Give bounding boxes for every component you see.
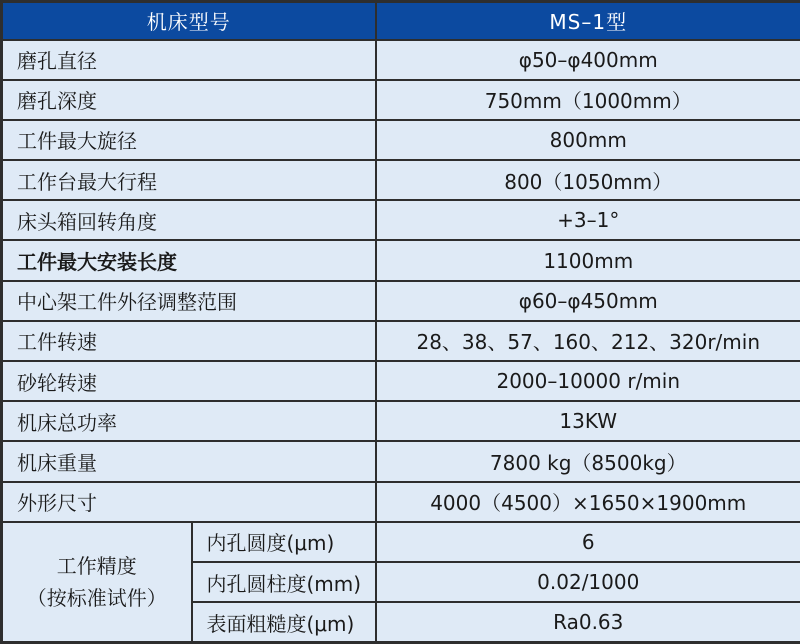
spec-value: 750mm（1000mm）	[376, 80, 800, 120]
spec-label: 磨孔直径	[2, 40, 376, 80]
table-row	[2, 80, 800, 120]
table-row	[2, 40, 800, 80]
spec-value: 800（1050mm）	[376, 160, 800, 200]
spec-value: φ50–φ400mm	[376, 40, 800, 80]
table-row	[2, 522, 800, 562]
spec-value: 7800 kg（8500kg）	[376, 441, 800, 481]
spec-label: 床头箱回转角度	[2, 200, 376, 240]
table-row	[2, 401, 800, 441]
spec-value: 2000–10000 r/min	[376, 361, 800, 401]
spec-value: 800mm	[376, 120, 800, 160]
spec-label: 表面粗糙度(μm)	[192, 602, 376, 642]
spec-label: 工作台最大行程	[2, 160, 376, 200]
spec-value: 1100mm	[376, 240, 800, 280]
spec-value: Ra0.63	[376, 602, 800, 642]
spec-value: 0.02/1000	[376, 562, 800, 602]
spec-label: 内孔圆柱度(mm)	[192, 562, 376, 602]
spec-value: 6	[376, 522, 800, 562]
table-header-row	[2, 2, 800, 40]
spec-value: 13KW	[376, 401, 800, 441]
spec-label: 机床总功率	[2, 401, 376, 441]
spec-value: 4000（4500）×1650×1900mm	[376, 482, 800, 522]
spec-label: 工件最大旋径	[2, 120, 376, 160]
spec-label: 机床重量	[2, 441, 376, 481]
header-cell-model-label: 机床型号	[2, 2, 376, 40]
spec-label: 工件转速	[2, 321, 376, 361]
spec-label: 砂轮转速	[2, 361, 376, 401]
table-row	[2, 361, 800, 401]
spec-value: 28、38、57、160、212、320r/min	[376, 321, 800, 361]
spec-label: 外形尺寸	[2, 482, 376, 522]
table-row	[2, 200, 800, 240]
spec-label: 中心架工件外径调整范围	[2, 281, 376, 321]
spec-label: 工件最大安装长度	[2, 240, 376, 280]
header-cell-model-value: MS–1型	[376, 2, 800, 40]
table-row	[2, 281, 800, 321]
spec-value: φ60–φ450mm	[376, 281, 800, 321]
table-row	[2, 482, 800, 522]
precision-group-label-line2: （按标准试件）	[26, 585, 167, 610]
spec-label: 磨孔深度	[2, 80, 376, 120]
precision-group-label	[2, 522, 192, 643]
spec-value: +3–1°	[376, 200, 800, 240]
spec-label: 内孔圆度(μm)	[192, 522, 376, 562]
table-row	[2, 441, 800, 481]
table-row	[2, 120, 800, 160]
table-row	[2, 160, 800, 200]
precision-group-label-line1: 工作精度	[56, 553, 137, 578]
table-row	[2, 321, 800, 361]
spec-rows	[2, 40, 800, 522]
precision-section	[2, 522, 800, 643]
table-row	[2, 240, 800, 280]
